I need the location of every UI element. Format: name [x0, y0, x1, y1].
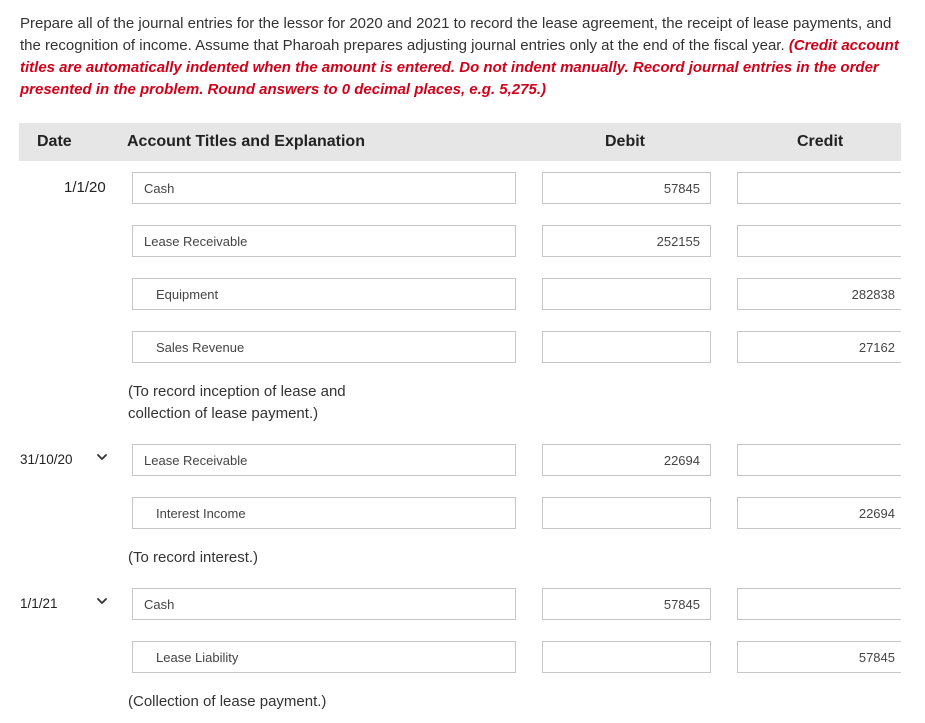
entry-1-line-3-credit-field[interactable] [737, 278, 901, 310]
entry-1-line-3-account-field[interactable] [132, 278, 516, 310]
entry-2-date-select[interactable] [20, 445, 110, 475]
entry-3-line-1-debit-field[interactable] [542, 588, 711, 620]
entry-1-line-2-credit-field[interactable] [737, 225, 901, 257]
instructions-emphasis: (Credit account titles are automatically indented when the amount is entered. Do not indent manually. Record journal entries in the order presented in the problem. Round answers to 0 decimal places, e.g. 5,275.) [20, 37, 899, 98]
account-column-header: Account Titles and Explanation [127, 133, 365, 150]
credit-value: 22694 [858, 506, 895, 521]
entry-3-explanation: (Collection of lease payment.) [128, 693, 327, 710]
debit-value: 252155 [656, 234, 700, 249]
account-value: Lease Receivable [144, 234, 248, 249]
entry-1-line-1-account-field[interactable] [132, 172, 516, 204]
entry-2-line-2-debit-field[interactable] [542, 497, 711, 529]
entry-3-line-1-credit-field[interactable] [737, 588, 901, 620]
account-value: Interest Income [156, 506, 246, 521]
entry-3-line-2-debit-field[interactable] [542, 641, 711, 673]
account-value: Lease Liability [156, 650, 239, 665]
credit-value: 27162 [858, 340, 895, 355]
entry-1-explanation: (To record inception of lease and collection of lease payment.) [128, 383, 346, 422]
debit-value: 57845 [663, 181, 700, 196]
entry-3-line-1-account-field[interactable] [132, 588, 516, 620]
entry-1-line-2-debit-field[interactable] [542, 225, 711, 257]
entry-2-line-2-account-field[interactable] [132, 497, 516, 529]
account-value: Lease Receivable [144, 453, 248, 468]
entry-1-line-3-debit-field[interactable] [542, 278, 711, 310]
date-column-header: Date [37, 133, 72, 150]
credit-value: 57845 [858, 650, 895, 665]
chevron-down-icon [96, 595, 108, 607]
entry-1-line-4-credit-field[interactable] [737, 331, 901, 363]
table-header [19, 123, 901, 161]
instructions-text: Prepare all of the journal entries for the lessor for 2020 and 2021 to record the lease agreement, the receipt of lease payments, and the recognition of income. Assume that Pharoah prepares adjusting journal entries only at the end of the fiscal year. [20, 15, 892, 54]
chevron-down-icon [96, 451, 108, 463]
entry-1-line-1-debit-field[interactable] [542, 172, 711, 204]
entry-3-line-2-account-field[interactable] [132, 641, 516, 673]
entry-2-date: 31/10/20 [20, 452, 73, 467]
instructions [20, 13, 910, 101]
credit-column-header: Credit [797, 133, 844, 150]
entry-1-line-4-debit-field[interactable] [542, 331, 711, 363]
entry-3-date-select[interactable] [20, 589, 110, 619]
debit-value: 22694 [663, 453, 700, 468]
debit-column-header: Debit [605, 133, 645, 150]
entry-2-line-1-credit-field[interactable] [737, 444, 901, 476]
entry-3-line-2-credit-field[interactable] [737, 641, 901, 673]
entry-2-line-1-debit-field[interactable] [542, 444, 711, 476]
entry-1-line-2-account-field[interactable] [132, 225, 516, 257]
debit-value: 57845 [663, 597, 700, 612]
entry-2-line-2-credit-field[interactable] [737, 497, 901, 529]
entry-1-date: 1/1/20 [64, 179, 106, 196]
entry-1-line-1-credit-field[interactable] [737, 172, 901, 204]
account-value: Equipment [156, 287, 219, 302]
account-value: Sales Revenue [156, 340, 245, 355]
account-value: Cash [144, 181, 175, 196]
entry-2-line-1-account-field[interactable] [132, 444, 516, 476]
entry-2-explanation: (To record interest.) [128, 549, 259, 566]
credit-value: 282838 [851, 287, 895, 302]
entry-3-date: 1/1/21 [20, 596, 58, 611]
entry-1-line-4-account-field[interactable] [132, 331, 516, 363]
account-value: Cash [144, 597, 175, 612]
